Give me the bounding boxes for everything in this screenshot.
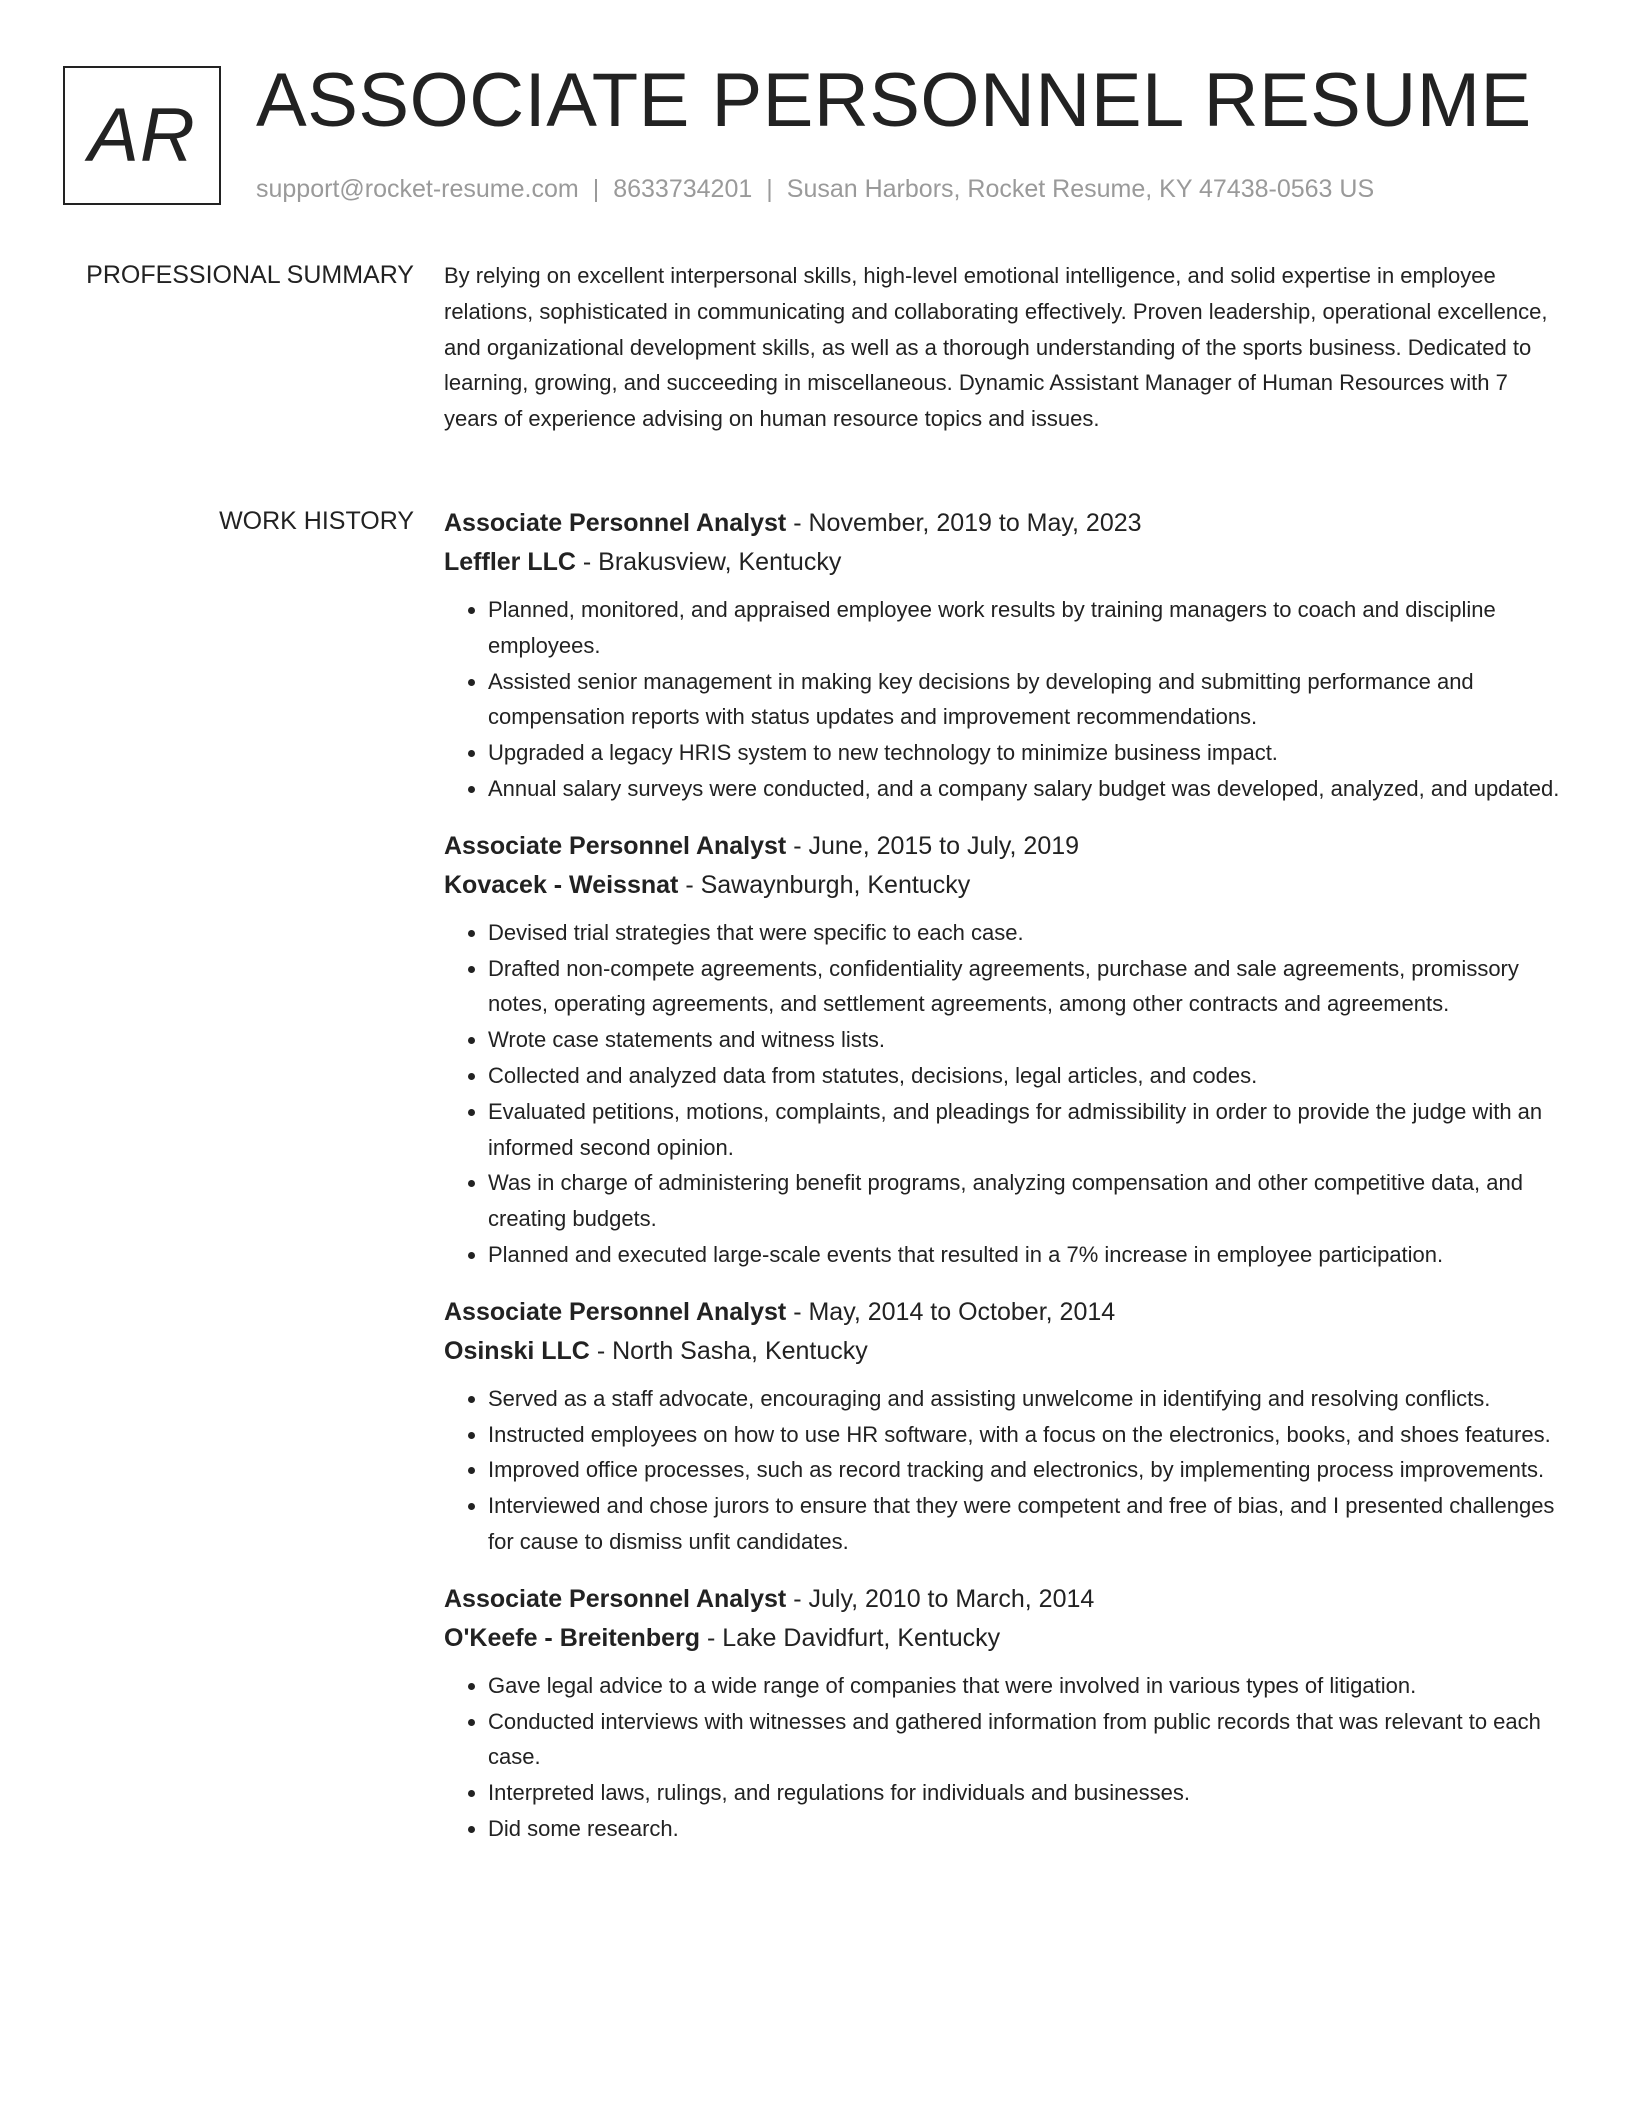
contact-email[interactable]: support@rocket-resume.com: [256, 175, 579, 203]
job-company: Leffler LLC: [444, 548, 576, 576]
job-dates: - July, 2010 to March, 2014: [786, 1584, 1095, 1613]
job-title: Associate Personnel Analyst: [444, 1297, 787, 1326]
duty-item: • Annual salary surveys were conducted, and a company salary budget was developed, analyzed, and updated.: [488, 771, 1564, 807]
job-title-line: [444, 504, 1564, 543]
job-duties: [444, 1381, 1564, 1560]
duty-item: • Conducted interviews with witnesses and gathered information from public records that was relevant to each case.: [488, 1704, 1564, 1776]
duty-item: • Planned and executed large-scale events that resulted in a 7% increase in employee participation.: [488, 1237, 1564, 1273]
work-history-list: [444, 504, 1564, 1867]
duty-item: • Evaluated petitions, motions, complaints, and pleadings for admissibility in order to provide the judge with an informed second opinion.: [488, 1094, 1564, 1166]
duty-item: • Wrote case statements and witness lists.: [488, 1022, 1564, 1058]
job-company-line: [444, 543, 1564, 582]
job-title: Associate Personnel Analyst: [444, 509, 787, 537]
duty-item: • Did some research.: [488, 1811, 1564, 1847]
duty-item: • Upgraded a legacy HRIS system to new technology to minimize business impact.: [488, 735, 1564, 771]
job-location: - Brakusview, Kentucky: [575, 548, 842, 576]
job-location: - North Sasha, Kentucky: [589, 1336, 868, 1365]
contact-separator: |: [766, 175, 773, 203]
job-company-line: [444, 1332, 1564, 1371]
job-company-line: [444, 866, 1564, 905]
job-entry: [444, 1293, 1564, 1560]
duty-item: • Drafted non-compete agreements, confidentiality agreements, purchase and sale agreements, promissory notes, operating agreements, and settlement agreements, among other contracts and agreements.: [488, 951, 1564, 1023]
summary-text: By relying on excellent interpersonal skills, high-level emotional intelligence, and solid expertise in employee relations, sophisticated in communicating and collaborating effectively. Proven leadership, operational excellence, and organizational development skills, as well as a thorough understanding of the sports business. Dedicated to learning, growing, and succeeding in miscellaneous. Dynamic Assistant Manager of Human Resources with 7 years of experience advising on human resource topics and issues.: [444, 263, 1548, 432]
job-entry: [444, 1580, 1564, 1847]
duty-item: • Planned, monitored, and appraised employee work results by training managers to coach and discipline employees.: [488, 592, 1564, 664]
duty-item: • Improved office processes, such as record tracking and electronics, by implementing process improvements.: [488, 1452, 1564, 1488]
duty-item: • Was in charge of administering benefit programs, analyzing compensation and other competitive data, and creating budgets.: [488, 1165, 1564, 1237]
job-entry: [444, 827, 1564, 1273]
job-title-line: [444, 1293, 1564, 1332]
duty-item: • Served as a staff advocate, encouraging and assisting unwelcome in identifying and resolving conflicts.: [488, 1381, 1564, 1417]
job-dates: - May, 2014 to October, 2014: [786, 1297, 1116, 1326]
job-location: - Lake Davidfurt, Kentucky: [700, 1623, 1001, 1652]
job-title-line: [444, 1580, 1564, 1619]
monogram-logo: AR: [63, 66, 221, 205]
job-location: - Sawaynburgh, Kentucky: [678, 870, 971, 899]
section-label-work-history: WORK HISTORY: [219, 507, 414, 535]
job-entry: [444, 504, 1564, 807]
job-dates: - November, 2019 to May, 2023: [786, 509, 1142, 537]
resume-title: ASSOCIATE PERSONNEL RESUME: [256, 58, 1532, 143]
duty-item: • Instructed employees on how to use HR software, with a focus on the electronics, books, and shoes features.: [488, 1417, 1564, 1453]
job-company: Kovacek - Weissnat: [444, 870, 679, 899]
duty-item: • Interpreted laws, rulings, and regulations for individuals and businesses.: [488, 1775, 1564, 1811]
job-company: Osinski LLC: [444, 1336, 590, 1365]
job-duties: [444, 1668, 1564, 1847]
job-title-line: [444, 827, 1564, 866]
duty-item: • Collected and analyzed data from statutes, decisions, legal articles, and codes.: [488, 1058, 1564, 1094]
duty-item: • Devised trial strategies that were specific to each case.: [488, 915, 1564, 951]
job-title: Associate Personnel Analyst: [444, 1584, 787, 1613]
section-label-summary: PROFESSIONAL SUMMARY: [86, 261, 414, 289]
contact-address: Susan Harbors, Rocket Resume, KY 47438-0563 US: [786, 175, 1375, 203]
job-title: Associate Personnel Analyst: [444, 831, 787, 860]
job-duties: [444, 592, 1564, 807]
job-company-line: [444, 1619, 1564, 1658]
job-company: O'Keefe - Breitenberg: [444, 1623, 701, 1652]
contact-separator: |: [592, 175, 600, 203]
duty-item: • Interviewed and chose jurors to ensure that they were competent and free of bias, and I presented challenges for cause to dismiss unfit candidates.: [488, 1488, 1564, 1560]
duty-item: • Assisted senior management in making key decisions by developing and submitting performance and compensation reports with status updates and improvement recommendations.: [488, 664, 1564, 736]
contact-line: [256, 172, 1374, 206]
contact-phone[interactable]: 8633734201: [613, 175, 753, 203]
job-duties: [444, 915, 1564, 1273]
job-dates: - June, 2015 to July, 2019: [786, 831, 1080, 860]
duty-item: • Gave legal advice to a wide range of companies that were involved in various types of litigation.: [488, 1668, 1564, 1704]
